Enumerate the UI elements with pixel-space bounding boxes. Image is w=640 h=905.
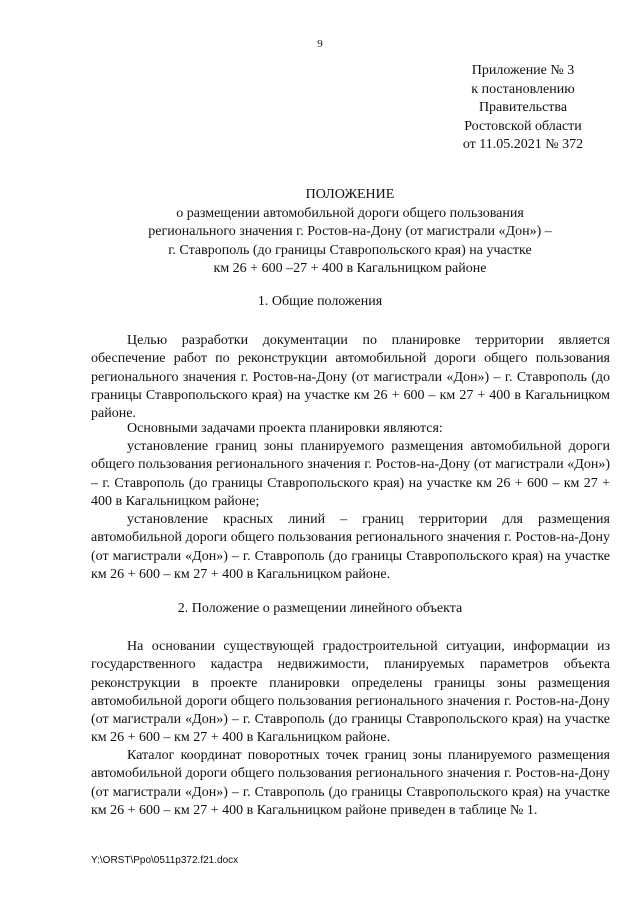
appendix-block: [438, 62, 608, 155]
appendix-line: к постановлению: [471, 81, 575, 97]
page-number: 9: [317, 38, 323, 50]
section-2-paragraph: Каталог координат поворотных точек границ зоны планируемого размещения автомобильной дороги общего пользования регионального значения г. Ростов-на-Дону (от магистрали «Дон») – г. Ставрополь (до границы Ставропольского края) на участке км 26 + 600 – км 27 + 400 в Кагальницком районе приведен в таблице № 1.: [91, 748, 610, 818]
title-line: км 26 + 600 –27 + 400 в Кагальницком районе: [213, 261, 487, 276]
title-line: регионального значения г. Ростов-на-Дону (от магистрали «Дон») –: [148, 224, 552, 239]
appendix-line: Ростовской области: [464, 118, 582, 134]
section-1-list-item: установление красных линий – границ территории для размещения автомобильной дороги общего пользования регионального значения г. Ростов-на-Дону (от магистрали «Дон») – г. Ставрополь (до границы Ставропольского края) на участке км 26 + 600 – км 27 + 400 в Кагальницком районе.: [91, 512, 610, 582]
title-line: о размещении автомобильной дороги общего пользования: [176, 205, 524, 221]
section-1-paragraph: Основными задачами проекта планировки являются:: [127, 421, 443, 436]
section-1-paragraph: Целью разработки документации по планировке территории является обеспечение работ по реконструкции автомобильной дороги общего пользования регионального значения г. Ростов-на-Дону (от магистрали «Дон») – г. Ставрополь (до границы Ставропольского края) на участке км 26 + 600 – км 27 + 400 в Кагальницком районе.: [91, 333, 610, 422]
document-title: [90, 186, 610, 279]
section-2-heading: 2. Положение о размещении линейного объекта: [177, 601, 463, 616]
section-1-heading: 1. Общие положения: [257, 294, 383, 309]
title-heading: ПОЛОЖЕНИЕ: [305, 187, 395, 202]
appendix-line: Приложение № 3: [471, 63, 575, 78]
file-path-footer: Y:\ORST\Ppo\0511p372.f21.docx: [91, 855, 239, 866]
appendix-line: от 11.05.2021 № 372: [462, 137, 584, 152]
section-2-paragraph: На основании существующей градостроительной ситуации, информации из государственного кадастра недвижимости, планируемых параметров объекта реконструкции в проекте планировки определены границы зоны размещения автомобильной дороги общего пользования регионального значения г. Ростов-на-Дону (от магистрали «Дон») – г. Ставрополь (до границы Ставропольского края) на участке км 26 + 600 – км 27 + 400 в Кагальницком районе.: [91, 639, 610, 746]
appendix-line: Правительства: [478, 100, 568, 115]
title-line: г. Ставрополь (до границы Ставропольского края) на участке: [168, 242, 532, 258]
section-1-list-item: установление границ зоны планируемого размещения автомобильной дороги общего пользования регионального значения г. Ростов-на-Дону (от магистрали «Дон») – г. Ставрополь (до границы Ставропольского края) на участке км 26 + 600 – км 27 + 400 в Кагальницком районе;: [91, 439, 610, 509]
